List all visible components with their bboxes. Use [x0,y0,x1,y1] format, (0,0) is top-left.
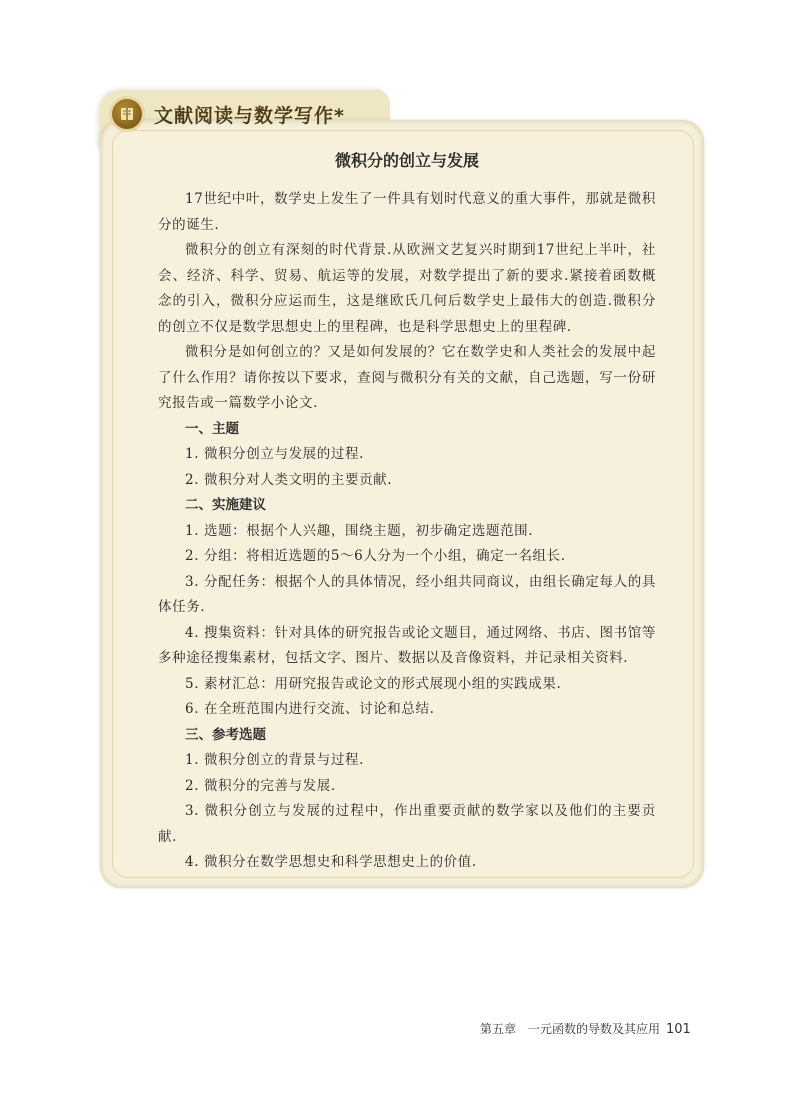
book-icon [112,99,142,129]
list-item: 2. 微积分的完善与发展. [185,777,336,794]
section-heading-suggestions: 二、实施建议 [185,497,266,513]
section-heading [112,96,345,132]
intro-paragraph-2: 微积分的创立有深刻的时代背景.从欧洲文艺复兴时期到17世纪上半叶，社会、经济、科学、贸易、航运等的发展，对数学提出了新的要求.紧接着函数概念的引入，微积分应运而生，这是继欧氏几何后数学史上最伟大的创造.微积分的创立不仅是数学思想史上的里程碑，也是科学思想史上的里程碑. [158,242,656,335]
list-item: 2. 分组：将相近选题的5～6人分为一个小组，确定一名组长. [185,548,566,564]
page-footer [480,1020,691,1037]
page-number: 101 [666,1022,691,1037]
section-heading-reference-topics: 三、参考选题 [185,726,266,743]
list-item: 5. 素材汇总：用研究报告或论文的形式展现小组的实践成果. [185,675,562,692]
intro-paragraph-1: 17世纪中叶，数学史上发生了一件具有划时代意义的重大事件，那就是微积分的诞生. [158,191,656,233]
list-item: 1. 选题：根据个人兴趣，围绕主题，初步确定选题范围. [185,522,534,539]
list-item: 1. 微积分创立的背景与过程. [185,752,364,768]
list-item: 1. 微积分创立与发展的过程. [185,446,364,462]
list-item: 6. 在全班范围内进行交流、讨论和总结. [185,701,435,717]
article-body [158,148,656,876]
section-heading-text: 文献阅读与数学写作* [154,104,345,127]
chapter-title: 第五章 一元函数的导数及其应用 [480,1022,661,1036]
list-item: 2. 微积分对人类文明的主要贡献. [185,471,393,488]
list-item: 3. 分配任务：根据个人的具体情况，经小组共同商议，由组长确定每人的具体任务. [158,573,656,615]
list-item: 4. 微积分在数学思想史和科学思想史上的价值. [185,854,477,870]
list-item: 4. 搜集资料：针对具体的研究报告或论文题目，通过网络、书店、图书馆等多种途径搜集素材，包括文字、图片、数据以及音像资料，并记录相关资料. [158,624,656,666]
intro-paragraph-3: 微积分是如何创立的？又是如何发展的？它在数学史和人类社会的发展中起了什么作用？请你按以下要求，查阅与微积分有关的文献，自己选题，写一份研究报告或一篇数学小论文. [158,344,656,411]
list-item: 3. 微积分创立与发展的过程中，作出重要贡献的数学家以及他们的主要贡献. [158,803,656,845]
article-title: 微积分的创立与发展 [334,151,479,170]
section-heading-topic: 一、主题 [185,420,239,437]
